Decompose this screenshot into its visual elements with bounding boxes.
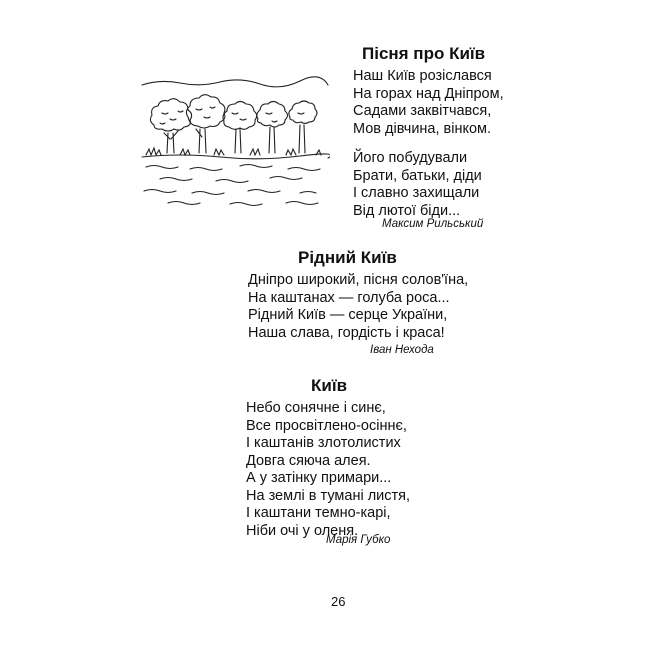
poem-stanza bbox=[353, 68, 504, 138]
poem-line: І каштанів злотолистих bbox=[246, 435, 401, 451]
poem-title: Рідний Київ bbox=[298, 248, 397, 267]
poem-stanza bbox=[246, 400, 410, 540]
river-trees-illustration bbox=[140, 73, 330, 208]
poem-line: Все просвітлено-осіннє, bbox=[246, 417, 407, 434]
poem-line: І славно захищали bbox=[353, 185, 480, 201]
poem-line: Небо сонячне і синє, bbox=[246, 400, 386, 416]
page-number: 26 bbox=[331, 594, 346, 609]
poem-title: Київ bbox=[311, 376, 348, 395]
poem-author: Марія Губко bbox=[326, 534, 391, 546]
poem-line: На каштанах — голуба роса... bbox=[248, 289, 450, 306]
poem-line: Довга сяюча алея. bbox=[246, 452, 371, 469]
poem-stanza bbox=[353, 150, 482, 220]
poem-line: Його побудували bbox=[353, 150, 468, 166]
poem-title: Пісня про Київ bbox=[362, 44, 486, 63]
poem-line: На горах над Дніпром, bbox=[353, 85, 504, 102]
poem-line: На землі в тумані листя, bbox=[246, 487, 411, 504]
poem-line: А у затінку примари... bbox=[246, 470, 392, 486]
poem-line: І каштани темно-карі, bbox=[246, 505, 391, 521]
poem-line: Наш Київ розіслався bbox=[353, 68, 492, 84]
poem-author: Іван Нехода bbox=[370, 344, 434, 356]
poem-line: Брати, батьки, діди bbox=[353, 167, 482, 184]
poem-line: Дніпро широкий, пісня солов'їна, bbox=[248, 272, 469, 288]
poem-line: Ніби очі у оленя. bbox=[246, 522, 359, 539]
poem-line: Рідний Київ — серце України, bbox=[248, 307, 448, 323]
poem-line: Від лютої біди... bbox=[353, 202, 461, 219]
poem-line: Наша слава, гордість і краса! bbox=[248, 324, 445, 341]
poem-stanza bbox=[248, 272, 468, 342]
poem-line: Садами заквітчався, bbox=[353, 103, 492, 119]
poem-line: Мов дівчина, вінком. bbox=[353, 120, 492, 137]
poem-author: Максим Рильський bbox=[382, 218, 484, 230]
